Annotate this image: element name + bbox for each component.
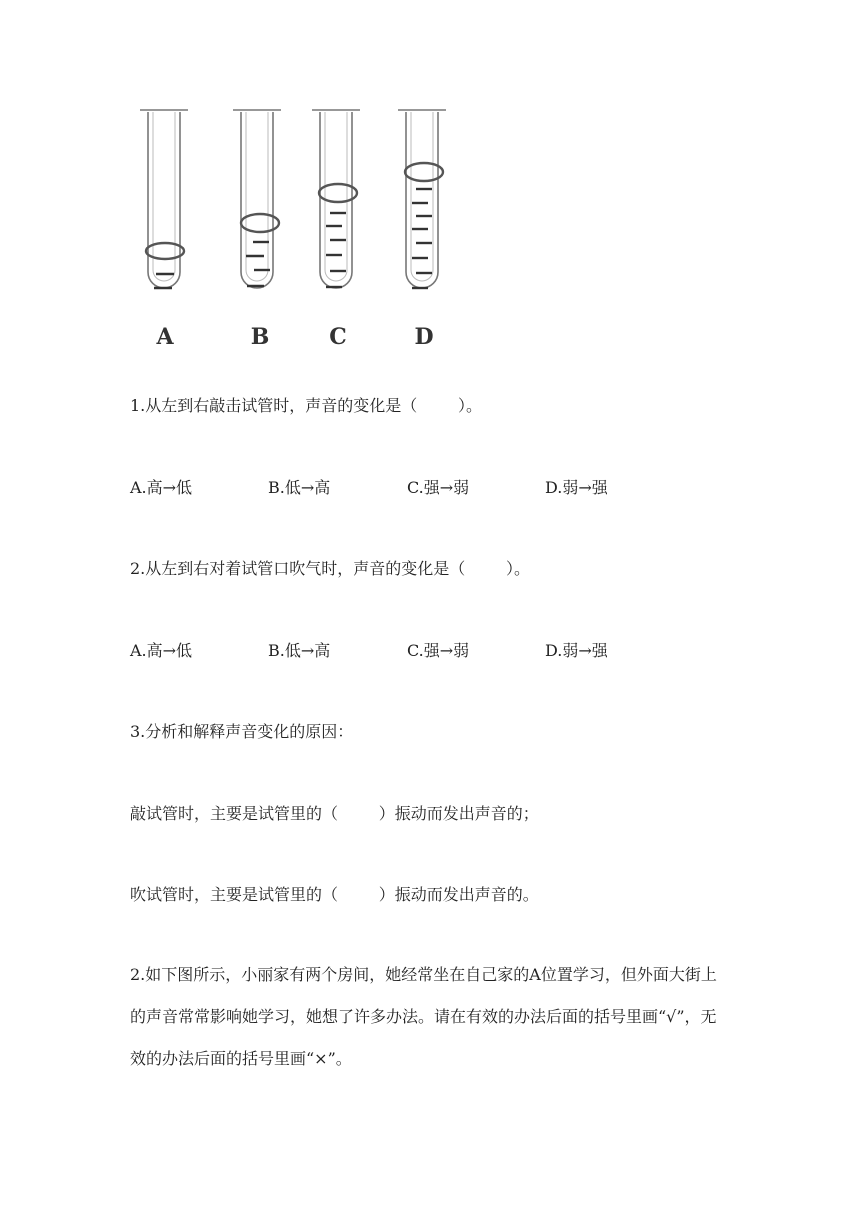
tube-label-d: D (414, 324, 434, 350)
test-tube-b (233, 110, 281, 288)
question-3-line-2: 吹试管时，主要是试管里的（ ）振动而发出声音的。 (130, 885, 539, 904)
q2-option-a[interactable]: A.高→低 (130, 641, 193, 660)
question-1-text: 1.从左到右敲击试管时，声音的变化是（ ）。 (130, 396, 482, 415)
tube-label-c: C (329, 324, 347, 350)
test-tube-c (312, 110, 360, 288)
test-tube-d (398, 110, 446, 288)
q2-option-b[interactable]: B.低→高 (268, 641, 331, 660)
q1-option-b[interactable]: B.低→高 (268, 478, 331, 497)
question-3-text: 3.分析和解释声音变化的原因： (130, 722, 354, 741)
q2-option-d[interactable]: D.弱→强 (545, 641, 608, 660)
question-3-line-1: 敲试管时，主要是试管里的（ ）振动而发出声音的； (130, 804, 539, 823)
problem-2-text: 2.如下图所示，小丽家有两个房间，她经常坐在自己家的A位置学习，但外面大街上的声音常常影响她学习，她想了许多办法。请在有效的办法后面的括号里画“√”，无效的办法后面的括号里画“×”。 (130, 965, 717, 1068)
tube-label-b: B (250, 324, 270, 350)
test-tube-a (140, 110, 188, 288)
tube-label-a: A (156, 324, 174, 350)
q1-option-a[interactable]: A.高→低 (130, 478, 193, 497)
q1-option-d[interactable]: D.弱→强 (545, 478, 608, 497)
test-tubes-figure (130, 100, 460, 360)
q1-option-c[interactable]: C.强→弱 (407, 478, 470, 497)
question-2-text: 2.从左到右对着试管口吹气时，声音的变化是（ ）。 (130, 559, 530, 578)
q2-option-c[interactable]: C.强→弱 (407, 641, 470, 660)
